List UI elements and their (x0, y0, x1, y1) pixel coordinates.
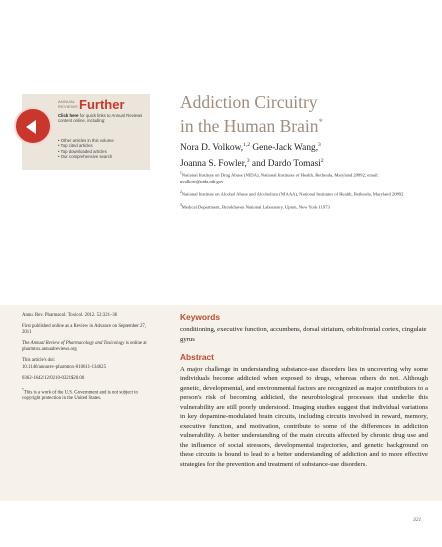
further-description (58, 113, 146, 124)
further-link-item[interactable]: • Other articles in this volume (58, 138, 114, 143)
footnote-mark: * (22, 387, 24, 392)
government-footnote (22, 387, 150, 403)
affiliation-mark: 2 (180, 189, 182, 194)
further-links-list (58, 138, 148, 160)
author-name: Gene-Jack Wang, (249, 143, 319, 154)
journal-online-note (22, 341, 150, 353)
doi-block (22, 358, 150, 370)
back-arrow-badge[interactable] (14, 107, 52, 145)
author-line-2 (180, 155, 430, 171)
footnote-text: This is a work of the U.S. Government and is not subject to copyright protection in the United States. (22, 390, 138, 402)
title-line-1: Addiction Circuitry (180, 92, 318, 112)
title-footnote-mark: * (318, 117, 324, 127)
author-list (180, 139, 430, 170)
affiliation-mark: 3 (180, 202, 182, 207)
article-title (180, 92, 430, 136)
title-line-2 (180, 112, 430, 136)
author-name: and Dardo Tomasi (249, 158, 321, 169)
citation: Annu. Rev. Pharmacol. Toxicol. 2012. 52:321–36 (22, 313, 118, 318)
publication-info-sidebar (22, 313, 150, 408)
title-line-2-text: in the Human Brain (180, 115, 319, 136)
journal-pre: The (22, 341, 30, 347)
further-description-text: for quick links to Annual Reviews content online, including: (58, 113, 143, 124)
affiliation-text: National Institute on Alcohol Abuse and Alcoholism (NIAAA), National Institutes of Health, Bethesda, Maryland 20892 (181, 191, 404, 197)
journal-url[interactable]: is online at pharmtox.annualreviews.org (22, 341, 147, 353)
further-link-item[interactable]: • Our comprehensive search (58, 154, 113, 160)
affiliation-mark: 1 (180, 171, 182, 175)
doi-value[interactable]: 10.1146/annurev-pharmtox-010611-134625 (22, 364, 106, 370)
author-affiliation-mark: 3 (246, 157, 250, 164)
further-reading-box[interactable] (22, 94, 150, 170)
journal-name: Annual Review of Pharmacology and Toxicology (30, 341, 125, 347)
doi-label: This article's doi: (22, 358, 56, 364)
first-published: First published online as a Review in Advance on September 27, 2011 (22, 324, 147, 336)
copyright: 0362-1642/12/0210-0321$20.00 (22, 375, 85, 381)
keywords-text: conditioning, executive function, accumbens, dorsal striatum, orbitofrontal cortex, cingulate gyrus (180, 326, 427, 343)
page-number: 321 (413, 517, 422, 523)
author-name: Nora D. Volkow, (180, 143, 244, 154)
annual-reviews-brand: ANNUAL REVIEWS (58, 99, 78, 109)
keywords-heading: Keywords (180, 312, 221, 322)
author-affiliation-mark: 1,2 (243, 142, 250, 148)
further-link-item[interactable]: • Top cited articles (58, 143, 93, 149)
affiliations (180, 170, 420, 214)
affiliation-item (180, 202, 420, 211)
affiliation-text: Medical Department, Brookhaven National Laboratory, Upton, New York 11973 (181, 204, 330, 210)
author-affiliation-mark: 3 (318, 142, 321, 148)
further-title: Further (79, 97, 125, 112)
affiliation-text: National Institute on Drug Abuse (NIDA), National Institutes of Health, Bethesda, Maryland 20892; email: nvolkow@nida.nih.gov (180, 172, 379, 184)
author-name: Joanna S. Fowler, (180, 158, 247, 169)
left-arrow-icon (26, 120, 36, 134)
click-here-link[interactable]: Click here (58, 113, 79, 118)
abstract-text: A major challenge in understanding substance-use disorders lies in uncovering why some individuals become addicted when exposed to drugs, whereas others do not. Although genetic, developmental, and environmental factors are recognized as major contributors to a person's risk of becoming addicted, the neurobiological processes that underlie this vulnerability are still poorly understood. Imaging studies suggest that individual variations in key dopamine-modulated brain circuits, including circuits involved in reward, memory, executive function, and motivation, contribute to some of the differences in addiction vulnerability. A better understanding of the main circuits affected by chronic drug use and the influence of social stressors, developmental trajectories, and genetic background on these circuits is bound to lead to a better understanding of addiction and to more effective strategies for the prevention and treatment of substance-use disorders. (180, 366, 428, 468)
affiliation-item (180, 189, 420, 198)
affiliation-item (180, 170, 420, 185)
author-affiliation-mark: 2 (320, 157, 324, 164)
abstract-heading: Abstract (180, 352, 214, 362)
further-link-item[interactable]: • Top downloaded articles (58, 148, 107, 154)
author-line-1 (180, 139, 430, 155)
